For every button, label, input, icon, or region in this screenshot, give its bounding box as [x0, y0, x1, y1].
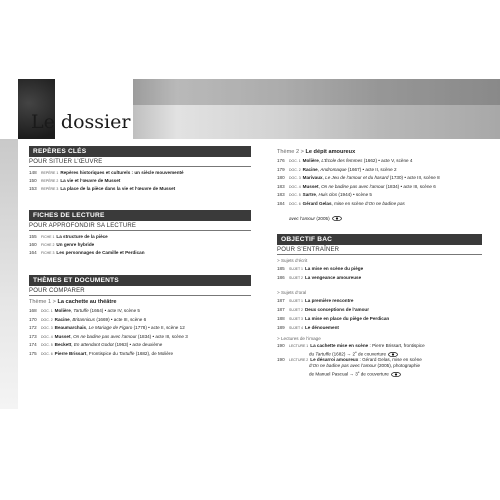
divider — [29, 295, 251, 296]
list-item — [29, 325, 185, 331]
item-rest: du — [309, 351, 316, 357]
item-title: La vengeance amoureuse — [304, 275, 362, 280]
divider — [277, 254, 482, 255]
page-number: 190 — [277, 343, 285, 348]
list-item — [277, 275, 361, 281]
list-item — [277, 325, 339, 331]
item-rest: , — [318, 183, 322, 189]
page-number: 172 — [29, 325, 37, 331]
item-title: Deux conceptions de l’amour — [304, 307, 370, 312]
item-rest: de Manuel Pascual → 3 — [309, 371, 358, 377]
item-work: Tartuffe — [119, 351, 135, 356]
item-rest: (2005) — [315, 216, 330, 221]
page-number: 190 — [277, 357, 285, 362]
item-ref: DOC. 6 — [41, 352, 53, 356]
page-number: 176 — [277, 158, 285, 163]
theme2-heading — [277, 149, 355, 155]
ecrit-label: > Sujets d’écrit — [277, 258, 308, 263]
list-item — [289, 216, 342, 222]
item-author: Musset — [302, 183, 319, 189]
item-ref: REPÈRE 3 — [41, 187, 59, 191]
item-ref: LECTURE 1 — [289, 344, 309, 348]
item-ref: DOC. 2 — [41, 317, 53, 322]
item-ref: SUJET 4 — [289, 326, 303, 330]
item-italic: avec l’amour — [289, 216, 316, 221]
item-ref: DOC. 6 — [289, 202, 301, 206]
list-item — [277, 316, 389, 322]
item-work: L’École des femmes — [321, 158, 363, 163]
page-number: 189 — [277, 325, 285, 330]
page-number: 183 — [277, 183, 285, 189]
item-author: Pierre Brissart — [54, 351, 87, 356]
list-item — [29, 334, 188, 340]
item-title: La vie et l’œuvre de Musset — [60, 178, 121, 183]
item-author: Musset — [54, 333, 71, 339]
item-ref: DOC. 3 — [289, 176, 301, 181]
left-photo-strip — [0, 139, 18, 409]
item-title: Le dénouement — [304, 325, 339, 330]
item-title: La cachette mise en scène — [310, 343, 369, 348]
fiches-header: FICHES DE LECTURE — [29, 210, 251, 221]
item-title: La structure de la pièce — [56, 234, 108, 239]
image-label: > Lectures de l’image — [277, 336, 321, 341]
item-ref: DOC. 3 — [41, 326, 53, 331]
page-number: 174 — [29, 342, 37, 348]
item-work: Le Jeu de l’amour et du hasard — [325, 175, 389, 181]
page-number: 173 — [29, 333, 37, 339]
item-ref: DOC. 2 — [289, 167, 301, 172]
theme1-label: Thème 1 > — [29, 299, 56, 305]
item-rest: , Frontispice du — [86, 351, 120, 356]
item-rest: (1834) • acte III, scène 3 — [136, 333, 188, 339]
item-author: Beckett — [54, 342, 72, 348]
item-title: Le désarroi amoureux — [310, 357, 359, 362]
item-rest: (1667) • acte II, scène 2 — [346, 166, 397, 172]
page-number: 180 — [277, 175, 285, 181]
page-number: 183 — [277, 192, 285, 198]
eye-icon — [332, 216, 342, 221]
item-title: Un genre hybride — [56, 242, 95, 247]
item-ref: DOC. 5 — [41, 343, 53, 348]
list-item — [29, 342, 162, 348]
item-work: Britannicus — [72, 316, 96, 322]
theme2-label: Thème 2 > — [277, 149, 304, 155]
item-rest: (1778) • acte II, scène 12 — [132, 325, 185, 331]
item-work: Andromaque — [320, 166, 347, 172]
item-rest: (1669) • acte III, scène 6 — [95, 316, 147, 322]
page-number: 168 — [29, 308, 37, 313]
fiches-sub: POUR APPROFONDIR SA LECTURE — [29, 223, 137, 229]
page-number: 150 — [29, 178, 37, 183]
item-rest: de couverture — [356, 351, 387, 357]
list-item — [309, 369, 401, 378]
page-number: 184 — [277, 201, 285, 206]
page-number: 187 — [277, 298, 285, 303]
item-title: Repères historiques et culturels : un siècle mouvementé — [60, 170, 184, 175]
list-item — [29, 242, 94, 248]
item-rest: d’ — [309, 363, 313, 368]
item-rest: (1682) → 2 — [330, 351, 356, 357]
item-title: La première rencontre — [304, 298, 354, 303]
item-rest: , — [317, 166, 321, 172]
item-rest: (1834) • acte III, scène 6 — [384, 183, 436, 189]
page-number: 175 — [29, 351, 37, 356]
reperes-sub: POUR SITUER L’ŒUVRE — [29, 159, 103, 165]
theme2-title: Le dépit amoureux — [305, 149, 356, 155]
item-sup: e — [357, 370, 360, 374]
list-item — [29, 308, 140, 314]
item-ref: REPÈRE 1 — [41, 171, 59, 175]
list-item — [277, 158, 412, 164]
divider — [29, 230, 251, 231]
list-item — [29, 178, 120, 184]
item-author: Gérard Gelas — [302, 201, 332, 206]
page-number: 170 — [29, 316, 37, 322]
item-ref: SUJET 1 — [289, 299, 303, 303]
list-item — [29, 234, 108, 240]
item-rest: : Pierre Brissart, frontispice — [368, 343, 425, 348]
item-rest: , — [318, 158, 322, 163]
list-item — [277, 167, 397, 173]
page-number: 186 — [277, 275, 285, 280]
list-item — [277, 175, 440, 181]
item-author: Beaumarchais — [54, 325, 87, 331]
list-item — [277, 201, 405, 207]
theme1-heading — [29, 299, 117, 305]
reperes-header: REPÈRES CLÉS — [29, 146, 251, 157]
item-author: Racine — [302, 166, 318, 172]
item-rest: (1944) • scène 5 — [337, 192, 372, 198]
item-rest: , — [322, 175, 326, 181]
item-ref: DOC. 4 — [41, 334, 53, 339]
item-rest: , mise en scène d’ — [331, 201, 369, 206]
item-italic: On ne badine pas avec l’amour — [312, 363, 377, 368]
item-ref: DOC. 5 — [289, 193, 301, 198]
header-band — [133, 79, 500, 105]
item-sup: e — [355, 350, 357, 354]
item-rest: , — [86, 325, 89, 331]
eye-icon — [391, 372, 401, 377]
item-ref: FICHE 1 — [41, 235, 55, 239]
item-author: Racine — [54, 316, 70, 322]
item-rest: , — [315, 192, 319, 198]
item-work: Huis clos — [318, 192, 338, 198]
item-rest: , — [69, 316, 73, 322]
divider — [29, 166, 251, 167]
item-author: Molière — [54, 308, 71, 313]
item-title: La mise en scène du piège — [304, 266, 364, 271]
item-ref: SUJET 1 — [289, 267, 303, 271]
themes-sub: POUR COMPARER — [29, 288, 85, 294]
bac-sub: POUR S’ENTRAÎNER — [277, 247, 340, 253]
item-rest: , — [70, 308, 74, 313]
list-item — [29, 351, 173, 357]
list-item — [29, 170, 184, 176]
item-title: La place de la pièce dans la vie et l’œuvre de Musset — [60, 186, 176, 191]
theme1-title: La cachette au théâtre — [57, 299, 117, 305]
item-ref: LECTURE 2 — [289, 358, 309, 362]
item-ref: SUJET 2 — [289, 308, 303, 312]
list-item — [29, 250, 145, 256]
item-rest: (1664) • acte IV, scène 5 — [88, 308, 140, 313]
list-item — [277, 307, 369, 313]
item-author: Molière — [302, 158, 319, 163]
item-rest: (1963) • acte deuxième — [113, 342, 163, 348]
item-work: En attendant Godot — [73, 342, 114, 348]
item-work: On ne badine pas — [368, 201, 405, 206]
page-title: Le dossier — [31, 111, 131, 133]
item-title: Les personnages de Camille et Perdican — [56, 250, 145, 255]
item-italic: Tartuffe — [315, 351, 331, 357]
item-ref: FICHE 3 — [41, 251, 55, 255]
page-number: 155 — [29, 234, 37, 239]
page-number: 187 — [277, 307, 285, 312]
bac-header: OBJECTIF BAC — [277, 234, 482, 245]
list-item — [277, 298, 353, 304]
item-ref: DOC. 1 — [289, 159, 301, 163]
item-ref: FICHE 2 — [41, 243, 55, 247]
item-rest: : Gérard Gelas, mise en scène — [358, 357, 422, 362]
item-rest: , — [70, 333, 74, 339]
item-title: La mise en place du piège de Perdican — [304, 316, 390, 321]
item-author: Marivaux — [302, 175, 323, 181]
item-work: On ne badine pas avec l’amour — [73, 333, 137, 339]
list-item — [277, 266, 363, 272]
page-number: 179 — [277, 166, 285, 172]
item-ref: REPÈRE 2 — [41, 179, 59, 183]
item-rest: , — [71, 342, 74, 348]
item-ref: SUJET 3 — [289, 317, 303, 321]
page-number: 188 — [277, 316, 285, 321]
list-item — [277, 184, 436, 190]
item-rest: de couverture — [359, 371, 389, 377]
list-item — [277, 192, 372, 198]
page-number: 164 — [29, 250, 37, 255]
item-rest: (1730) • acte III, scène 8 — [388, 175, 440, 181]
oral-label: > Sujets d’oral — [277, 290, 307, 295]
item-work: Tartuffe — [73, 308, 89, 313]
item-work: On ne badine pas avec l’amour — [321, 183, 385, 189]
list-item — [29, 317, 146, 323]
item-rest: (1682), de Molière — [134, 351, 174, 356]
item-rest: (2005), photographie — [376, 363, 421, 368]
list-item — [29, 186, 175, 192]
page-number: 185 — [277, 266, 285, 271]
themes-header: THÈMES ET DOCUMENTS — [29, 275, 251, 286]
item-author: Sartre — [302, 192, 316, 198]
item-ref: DOC. 4 — [289, 184, 301, 189]
item-ref: SUJET 2 — [289, 276, 303, 280]
item-rest: (1662) • acte V, scène 4 — [362, 158, 413, 163]
page-number: 148 — [29, 170, 37, 175]
item-work: Le Mariage de Figaro — [88, 325, 133, 331]
page-number: 160 — [29, 242, 37, 247]
item-ref: DOC. 1 — [41, 309, 53, 313]
page-number: 153 — [29, 186, 37, 191]
